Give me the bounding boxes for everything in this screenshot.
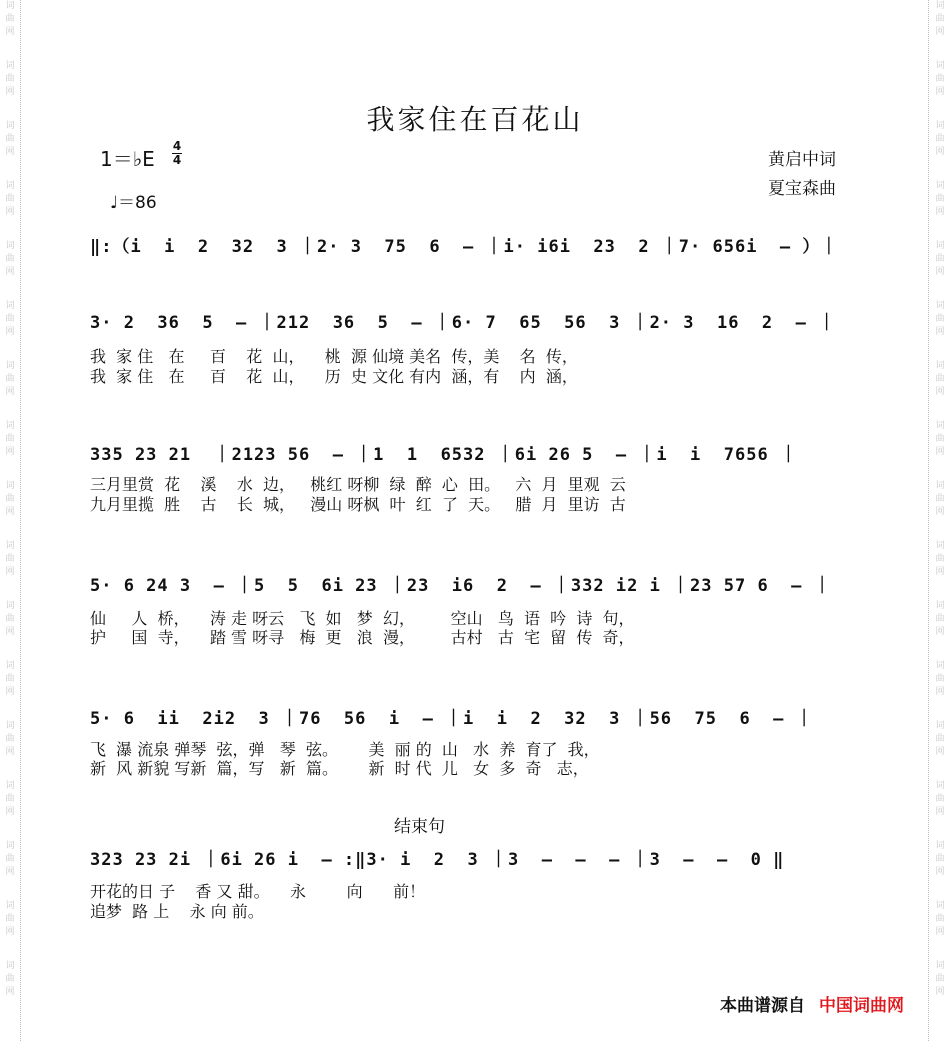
watermark-column-right: [932, 0, 948, 1020]
watermark-text: 词 曲 网: [5, 481, 15, 517]
source-site-link[interactable]: 中国词曲网: [819, 996, 904, 1016]
time-signature-bottom: 4: [172, 153, 182, 167]
watermark-text: 词 曲 网: [5, 61, 15, 97]
watermark-text: 词 曲 网: [5, 901, 15, 937]
watermark-text: 词 曲 网: [5, 721, 15, 757]
watermark-text: 词 曲 网: [935, 361, 945, 397]
watermark-text: 词 曲 网: [5, 361, 15, 397]
song-title: 我家住在百花山: [366, 103, 584, 136]
key-signature: 1＝♭E: [100, 147, 155, 171]
watermark-text: 词 曲 网: [5, 601, 15, 637]
right-dotted-border: [928, 0, 929, 1041]
watermark-text: 词 曲 网: [5, 301, 15, 337]
watermark-text: 词 曲 网: [935, 121, 945, 157]
left-dotted-border: [20, 0, 21, 1041]
time-signature: [172, 140, 182, 167]
watermark-text: 词 曲 网: [935, 841, 945, 877]
tempo-marking: ♩＝86: [110, 193, 157, 213]
watermark-text: 词 曲 网: [5, 121, 15, 157]
lyrics-verse-2: 新 风 新貌 写新 篇，写 新 篇。 新 时 代 儿 女 多 奇 志，: [90, 759, 589, 778]
watermark-text: 词 曲 网: [5, 541, 15, 577]
watermark-column-left: [2, 0, 18, 1020]
watermark-text: 词 曲 网: [5, 841, 15, 877]
notes-line: 5· 6 24 3 – ｜5 5 6i 23 ｜23 i6 2 – ｜332 i2 i ｜23 57 6 – ｜: [90, 576, 832, 596]
watermark-text: 词 曲 网: [935, 61, 945, 97]
watermark-text: 词 曲 网: [935, 481, 945, 517]
watermark-text: 词 曲 网: [935, 541, 945, 577]
score-system-3: [90, 440, 865, 520]
watermark-text: 词 曲 网: [935, 721, 945, 757]
lyrics-verse-2: 追梦 路 上 永 向 前。: [90, 902, 264, 921]
watermark-text: 词 曲 网: [5, 1, 15, 37]
watermark-text: 词 曲 网: [5, 181, 15, 217]
watermark-text: 词 曲 网: [935, 181, 945, 217]
watermark-text: 词 曲 网: [935, 901, 945, 937]
notes-line: 3· 2 36 5 – ｜212 36 5 – ｜6· 7 65 56 3 ｜2· 3 16 2 – ｜: [90, 313, 837, 333]
watermark-text: 词 曲 网: [935, 421, 945, 457]
watermark-text: 词 曲 网: [935, 661, 945, 697]
lyrics-verse-1: 我 家 住 在 百 花 山， 桃 源 仙境 美名 传，美 名 传，: [90, 347, 578, 366]
source-attribution: [720, 991, 904, 1016]
watermark-text: 词 曲 网: [935, 1, 945, 37]
notes-line: 323 23 2i ｜6i 26 i – :‖3· i 2 3 ｜3 – – – ｜3 – – 0 ‖: [90, 850, 785, 870]
lyrics-verse-1: 仙 人 桥， 涛 走 呀云 飞 如 梦 幻， 空山 鸟 语 吟 诗 句，: [90, 609, 635, 628]
watermark-text: 词 曲 网: [5, 661, 15, 697]
notes-line: ‖:（i i 2 32 3 ｜2· 3 75 6 – ｜i· i6i 23 2 ｜7· 656i – ）｜: [90, 237, 839, 257]
lyrics-verse-2: 我 家 住 在 百 花 山， 历 史 文化 有内 涵，有 内 涵，: [90, 367, 578, 386]
lyricist-credit: 黄启中词: [768, 150, 836, 170]
lyrics-verse-1: 飞 瀑 流泉 弹琴 弦，弹 琴 弦。 美 丽 的 山 水 养 育了 我，: [90, 740, 600, 759]
watermark-text: 词 曲 网: [935, 241, 945, 277]
watermark-text: 词 曲 网: [935, 601, 945, 637]
watermark-text: 词 曲 网: [5, 241, 15, 277]
ending-section-label: 结束句: [394, 817, 445, 837]
score-system-6: [90, 845, 865, 925]
watermark-text: 词 曲 网: [935, 961, 945, 997]
notes-line: 5· 6 ii 2i2 3 ｜76 56 i – ｜i i 2 32 3 ｜56 75 6 – ｜: [90, 709, 814, 729]
score-system-2: [90, 308, 865, 388]
lyrics-verse-2: 护 国 寺， 踏 雪 呀寻 梅 更 浪 漫， 古村 古 宅 留 传 奇，: [90, 628, 635, 647]
time-signature-top: 4: [172, 139, 182, 153]
score-system-1: [90, 232, 865, 262]
score-system-5: [90, 704, 865, 784]
notes-line: 335 23 21 ｜2123 56 – ｜1 1 6532 ｜6i 26 5 – ｜i i 7656 ｜: [90, 445, 798, 465]
source-label: 本曲谱源自: [720, 996, 805, 1016]
score-system-4: [90, 571, 865, 651]
lyrics-verse-2: 九月里揽 胜 古 长 城， 漫山 呀枫 叶 红 了 天。 腊 月 里访 古: [90, 495, 626, 514]
watermark-text: 词 曲 网: [935, 781, 945, 817]
watermark-text: 词 曲 网: [5, 961, 15, 997]
watermark-text: 词 曲 网: [5, 421, 15, 457]
lyrics-verse-1: 开花的日 子 香 又 甜。 永 向 前！: [90, 882, 426, 901]
composer-credit: 夏宝森曲: [768, 179, 836, 199]
watermark-text: 词 曲 网: [935, 301, 945, 337]
watermark-text: 词 曲 网: [5, 781, 15, 817]
lyrics-verse-1: 三月里赏 花 溪 水 边， 桃红 呀柳 绿 醉 心 田。 六 月 里观 云: [90, 475, 626, 494]
